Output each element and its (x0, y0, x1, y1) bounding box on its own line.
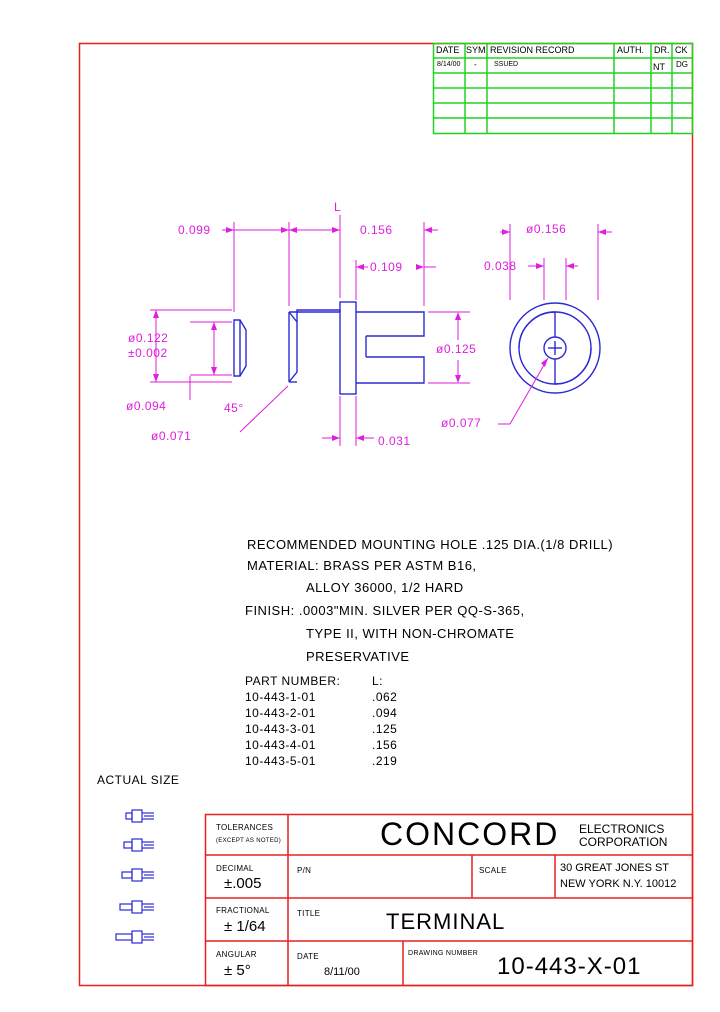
terminal-end-view (510, 303, 600, 393)
pn-label: P/N (297, 866, 312, 875)
rev-row-dr: NT (653, 62, 665, 72)
angular-label: ANGULAR (216, 950, 257, 959)
decimal-value: ±.005 (224, 875, 262, 892)
dim-bore-dia: ø0.071 (151, 429, 192, 443)
tolerances-sub: (EXCEPT AS NOTED) (216, 838, 282, 844)
actual-size-label: ACTUAL SIZE (97, 773, 180, 787)
rev-header-ck: CK (675, 45, 688, 55)
rev-row-date: 8/14/00 (437, 61, 461, 68)
dim-body-dia: ø0.125 (436, 342, 477, 356)
drawing-number: 10-443-X-01 (497, 953, 642, 980)
company-sub-1: ELECTRONICS (579, 822, 665, 836)
parts-row-length: .094 (372, 706, 398, 720)
dim-head-dia: ø0.122 (128, 331, 169, 345)
revision-grid (434, 44, 693, 134)
rev-header-dr: DR. (654, 45, 670, 55)
rev-row-sym: - (474, 60, 477, 69)
decimal-label: DECIMAL (216, 864, 254, 873)
angular-value: ± 5° (224, 962, 251, 979)
actual-size-icon-5 (116, 931, 154, 943)
parts-row-length: .125 (372, 722, 398, 736)
note-mounting-hole: RECOMMENDED MOUNTING HOLE .125 DIA.(1/8 DRILL) (247, 537, 614, 552)
dimension-lines (150, 215, 612, 446)
dim-hole-dia: ø0.077 (441, 416, 482, 430)
actual-size-icon-1 (126, 810, 154, 822)
note-material: MATERIAL: BRASS PER ASTM B16, (247, 558, 477, 573)
parts-row-length: .219 (372, 754, 398, 768)
parts-row-number: 10-443-3-01 (245, 722, 316, 736)
parts-row-number: 10-443-1-01 (245, 690, 316, 704)
actual-size-icon-2 (124, 839, 154, 851)
drawing-title: TERMINAL (386, 909, 506, 934)
dim-shank-dia: ø0.094 (126, 399, 167, 413)
rev-header-record: REVISION RECORD (490, 45, 575, 55)
note-finish: FINISH: .0003"MIN. SILVER PER QQ-S-365, (245, 603, 525, 618)
address-line-2: NEW YORK N.Y. 10012 (560, 878, 677, 890)
dim-end-dia: ø0.156 (526, 222, 567, 236)
rev-header-auth: AUTH. (617, 45, 644, 55)
address-line-1: 30 GREAT JONES ST (560, 862, 670, 874)
drawing-number-label: DRAWING NUMBER (408, 950, 479, 957)
parts-header-length: L: (372, 674, 384, 688)
note-preservative: PRESERVATIVE (306, 649, 410, 664)
dim-head-tol: ±0.002 (128, 346, 168, 360)
dim-flange-thickness: 0.031 (378, 434, 411, 448)
date-label: DATE (297, 952, 319, 961)
rev-row-ck: DG (676, 60, 688, 69)
scale-label: SCALE (479, 866, 507, 875)
parts-row-length: .156 (372, 738, 398, 752)
fractional-label: FRACTIONAL (216, 906, 270, 915)
parts-row-number: 10-443-4-01 (245, 738, 316, 752)
dim-left-width: 0.099 (178, 223, 211, 237)
note-type: TYPE II, WITH NON-CHROMATE (306, 626, 515, 641)
actual-size-icons (116, 810, 154, 943)
parts-row-number: 10-443-2-01 (245, 706, 316, 720)
actual-size-icon-3 (122, 869, 154, 881)
company-name: CONCORD (380, 816, 560, 852)
date-value: 8/11/00 (324, 966, 360, 978)
dim-end-offset: 0.038 (484, 259, 517, 273)
parts-header-number: PART NUMBER: (245, 674, 341, 688)
actual-size-icon-4 (120, 901, 154, 913)
parts-row-number: 10-443-5-01 (245, 754, 316, 768)
company-sub-2: CORPORATION (579, 835, 668, 849)
dim-collar-width: 0.156 (360, 223, 393, 237)
parts-row-length: .062 (372, 690, 398, 704)
title-label: TITLE (297, 909, 321, 918)
fractional-value: ± 1/64 (224, 918, 266, 935)
terminal-side-view (234, 302, 424, 394)
dim-chamfer: 45° (224, 401, 244, 415)
note-alloy: ALLOY 36000, 1/2 HARD (306, 580, 464, 595)
tolerances-label: TOLERANCES (216, 823, 274, 832)
dim-pin-width: 0.109 (370, 260, 403, 274)
rev-row-record: SSUED (494, 61, 519, 68)
dim-length: L (334, 200, 342, 214)
rev-header-sym: SYM (466, 45, 486, 55)
rev-header-date: DATE (436, 45, 460, 55)
